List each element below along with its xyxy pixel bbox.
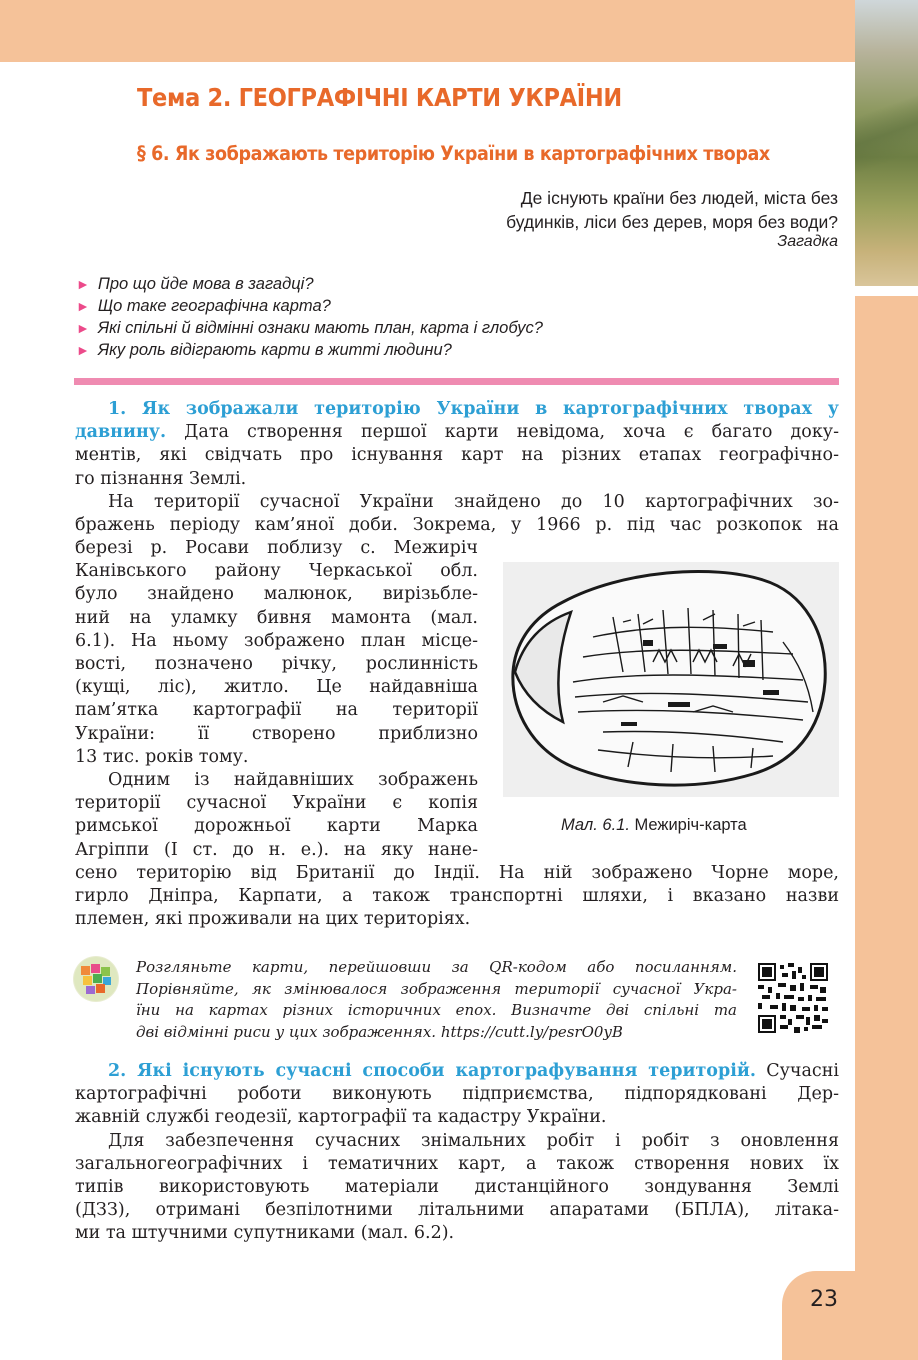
question-list — [76, 273, 836, 361]
triangle-bullet-icon: ► — [76, 298, 90, 314]
riddle-line: будинків, ліси без дерев, моря без води? — [506, 212, 838, 232]
text-line: На території сучасної України знайдено до 10 картографічних зо- — [108, 491, 839, 512]
question-item: ► Про що йде мова в загадці? — [76, 275, 314, 293]
section1-heading: 1. Як зображали територію України в картографічних творах у — [108, 399, 839, 419]
qr-note-text: Розгляньте карти, перейшовши за QR-кодом або посиланням. Порівняйте, як змінювалося зображення території сучасної Укра- їни на картах різних історичних епох. Визначте дві спільні та дві відмінні риси у цих зображеннях. https://cutt.ly/pesrO0yB — [136, 958, 737, 1041]
text-line: го пізнання Землі. — [75, 468, 247, 489]
section1-heading-cont: давнину. — [75, 422, 167, 443]
text-line: ментів, які свідчать про існування карт на різних етапах географічно- — [75, 445, 839, 466]
riddle-epigraph — [418, 186, 838, 234]
triangle-bullet-icon: ► — [76, 320, 90, 336]
page-number-tab — [782, 1271, 918, 1360]
qr-code-icon[interactable] — [758, 963, 828, 1033]
qr-link[interactable]: https://cutt.ly/pesrO0yB — [436, 1022, 623, 1041]
section2-heading: 2. Які існують сучасні способи картографування територій. — [108, 1061, 756, 1081]
figure-caption: Мал. 6.1. Межиріч-карта — [561, 816, 747, 834]
triangle-bullet-icon: ► — [76, 342, 90, 358]
text-line: бражень періоду кам’яної доби. Зокрема, у 1966 р. під час розкопок на — [75, 515, 839, 536]
theme-title: Тема 2. ГЕОГРАФІЧНІ КАРТИ УКРАЇНИ — [137, 83, 622, 112]
section-title: § 6. Як зображають територію України в картографічних творах — [137, 142, 770, 165]
section1-intro: 1. Як зображали територію України в картографічних творах у давнину. Дата створення першої карти невідома, хоча є багато доку- ментів, які свідчать про існування карт на різних етапах географічно- го пізнання Землі. На території сучасної України знайдено до 10 картографічних зо- бражень періоду кам’яної доби. Зокрема, у 1966 р. під час розкопок на — [75, 398, 839, 537]
mezhyrich-map-image — [503, 562, 839, 797]
puzzle-icon — [73, 956, 119, 1002]
question-item: ► Яку роль відіграють карти в житті людини? — [76, 341, 452, 359]
section1-wrap-text: березі р. Росави поблизу с. Межиріч Канівського району Черкаської обл. було знайдено малюнок, вирізьбле- ний на уламку бивня мамонта (мал. 6.1). На ньому зображено план місце- вості, позначено річку, рослинність (кущі, ліс), житло. Це найдавніша пам’ятка картографії на території України: її створено приблизно 13 тис. років тому. Одним із найдавніших зображень території сучасної України є копія римської дорожньої карти Марка Агріппи (І ст. до н. е.). на яку нане- — [75, 538, 478, 860]
question-item: ► Що таке географічна карта? — [76, 297, 331, 315]
side-color-tab — [855, 296, 918, 1271]
riddle-source: Загадка — [777, 233, 838, 250]
mammoth-tusk-engraving-icon — [503, 562, 839, 797]
page-number: 23 — [810, 1287, 838, 1312]
riddle-line: Де існують країни без людей, міста без — [520, 188, 838, 208]
section1-continued: сено територію від Британії до Індії. На ній зображено Чорне море, гирло Дніпра, Карпати, а також транспортні шляхи, і вказано назви племен, які проживали на цих територіях. — [75, 863, 839, 930]
section-divider — [74, 378, 839, 385]
top-color-bar — [0, 0, 855, 62]
side-landscape-photo — [855, 0, 918, 286]
section2: 2. Які існують сучасні способи картографування територій. Сучасні картографічні роботи виконують підприємства, підпорядковані Дер- жавній службі геодезії, картографії та кадастру України. Для забезпечення сучасних знімальних робіт і робіт з оновлення загальногеографічних і тематичних карт, а також створення нових їх типів використовують матеріали дистанційного зондування Землі (ДЗЗ), отримані безпілотними літальними апаратами (БПЛА), літака- ми та штучними супутниками (мал. 6.2). — [75, 1061, 839, 1244]
question-item: ► Які спільні й відмінні ознаки мають план, карта і глобус? — [76, 319, 543, 337]
triangle-bullet-icon: ► — [76, 276, 90, 292]
